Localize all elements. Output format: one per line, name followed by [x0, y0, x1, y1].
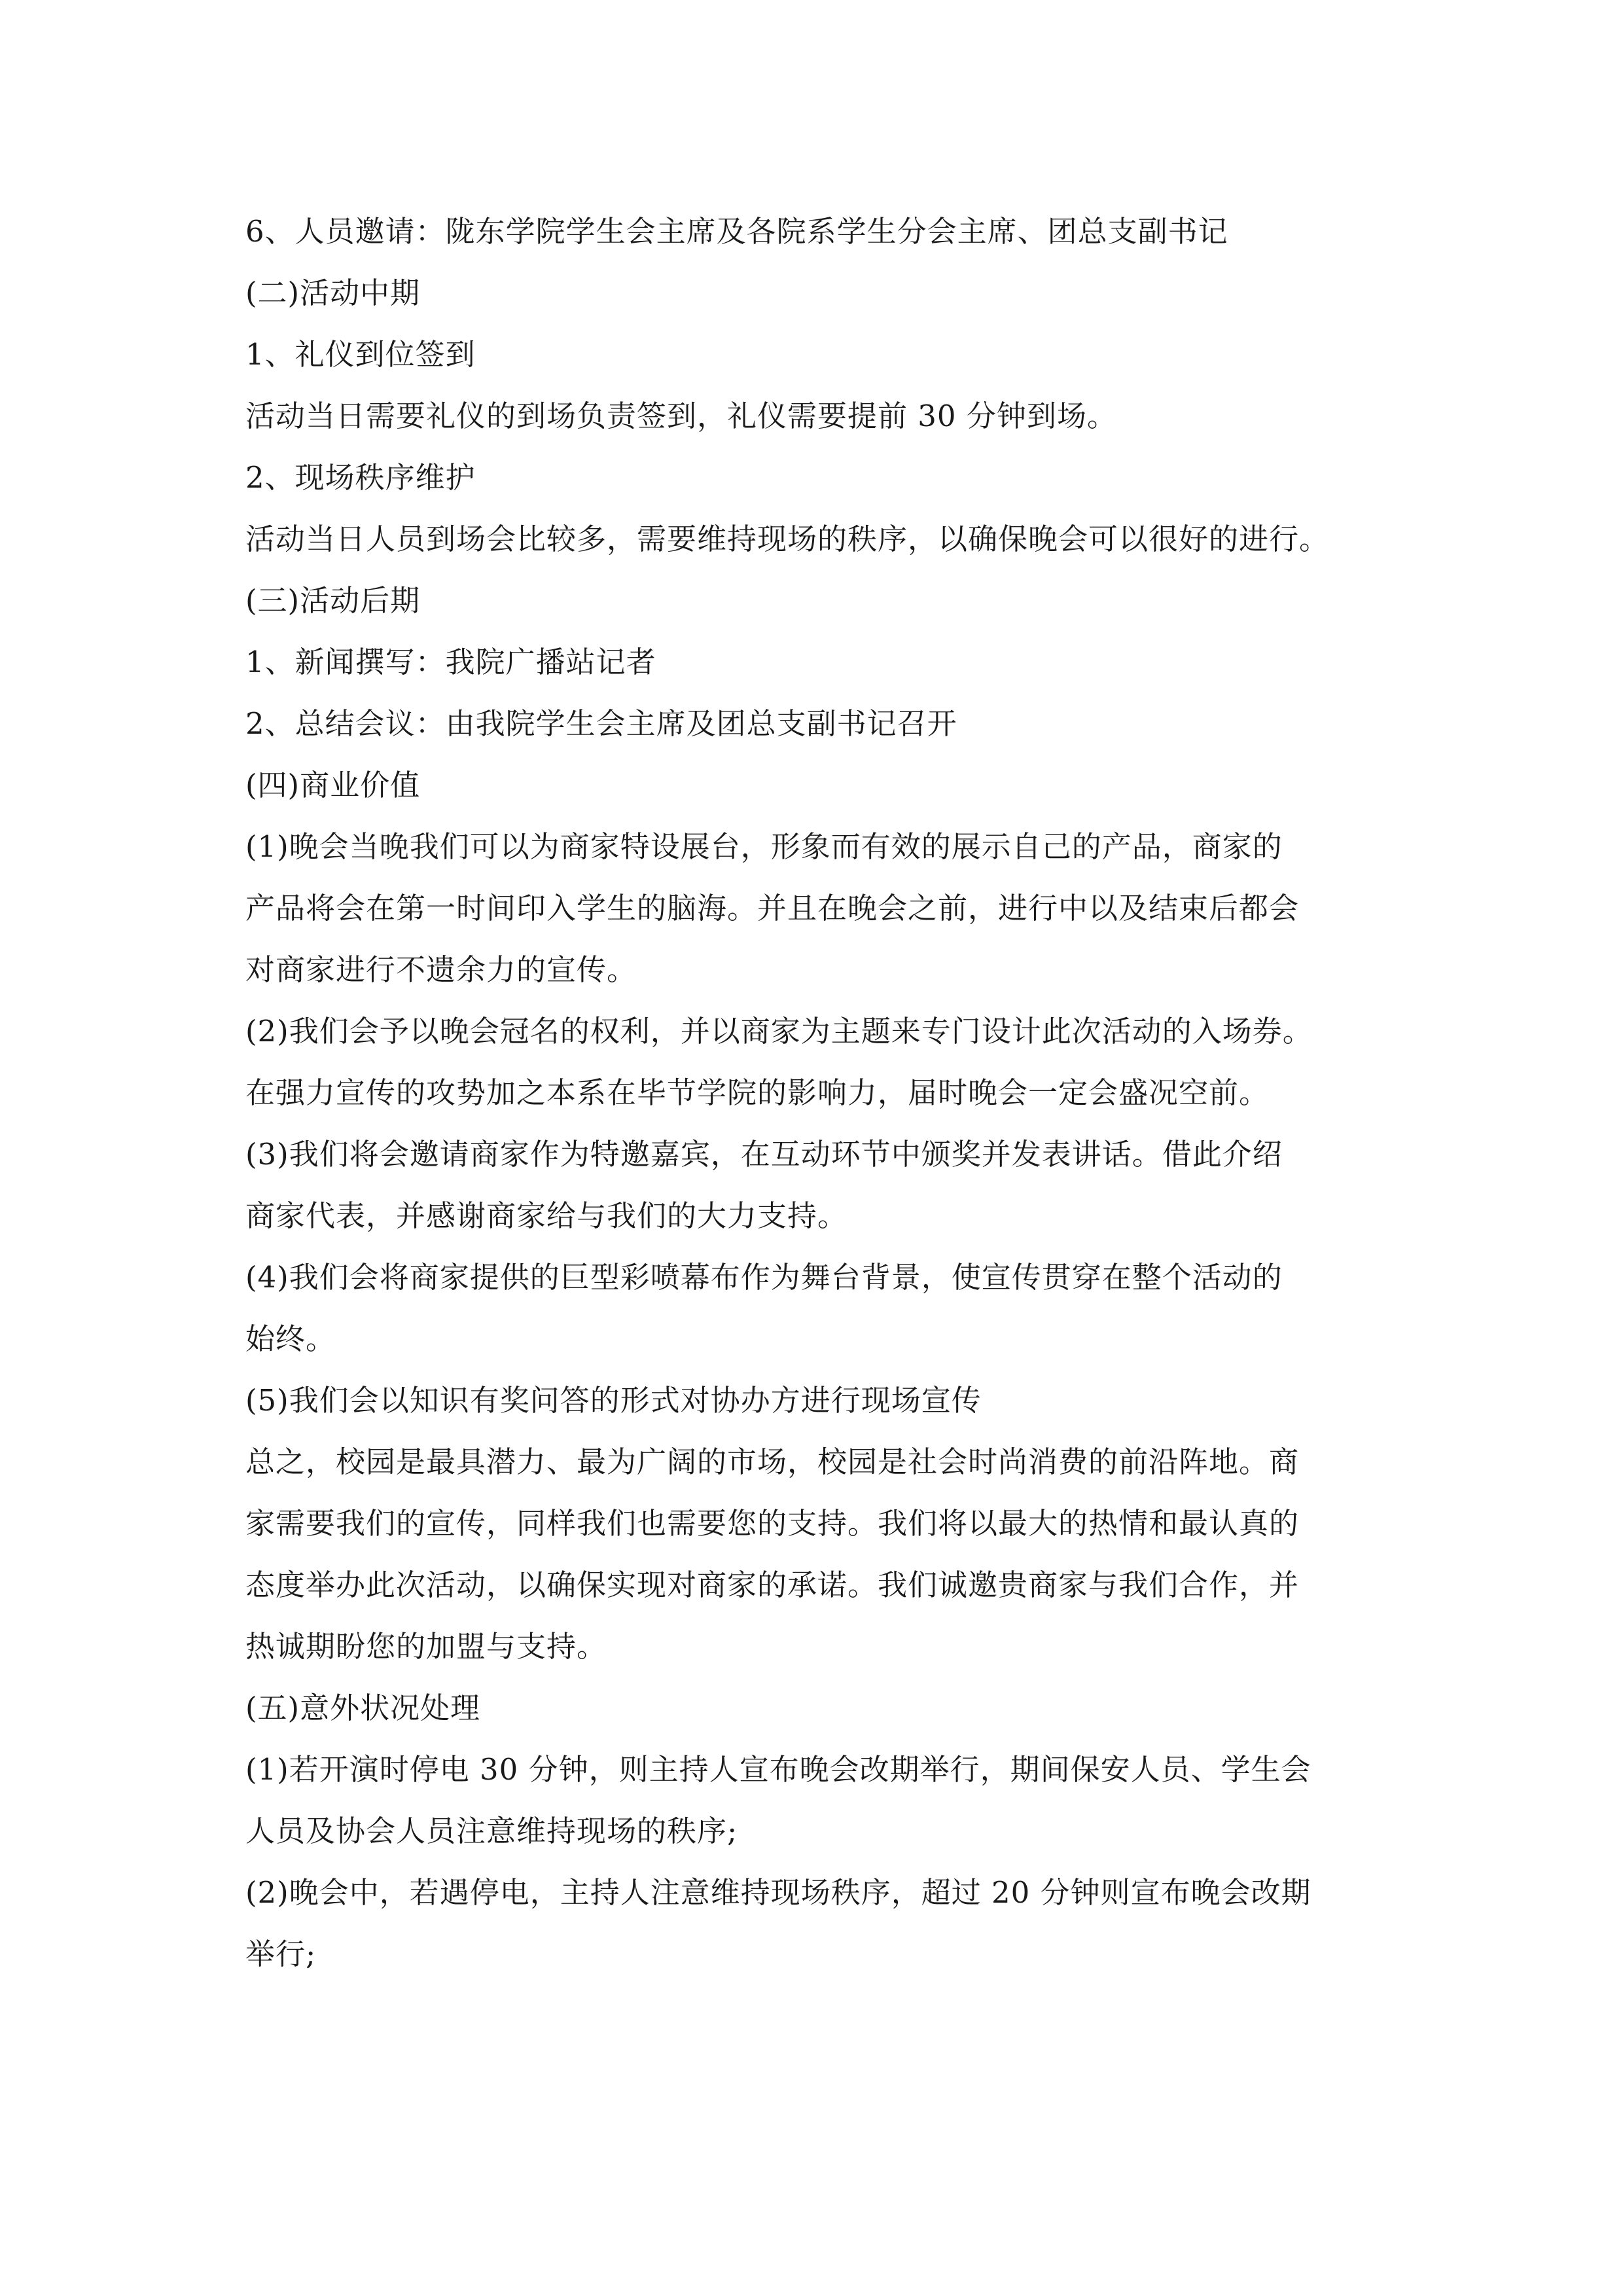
- text-line: 举行;: [245, 1937, 317, 1971]
- text-line: 1、礼仪到位签到: [245, 337, 476, 372]
- text-line: 对商家进行不遗余力的宣传。: [245, 952, 637, 987]
- text-line: (2)晚会中，若遇停电，主持人注意维持现场秩序，超过 20 分钟则宣布晚会改期: [245, 1875, 1311, 1910]
- section-heading: (五)意外状况处理: [245, 1691, 481, 1725]
- text-line: 活动当日需要礼仪的到场负责签到，礼仪需要提前 30 分钟到场。: [245, 399, 1117, 433]
- text-line: 始终。: [245, 1321, 336, 1356]
- text-line: (2)我们会予以晚会冠名的权利，并以商家为主题来专门设计此次活动的入场券。: [245, 1014, 1313, 1049]
- text-line: (5)我们会以知识有奖问答的形式对协办方进行现场宣传: [245, 1383, 982, 1418]
- text-line: (1)晚会当晚我们可以为商家特设展台，形象而有效的展示自己的产品，商家的: [245, 829, 1283, 864]
- text-line: (4)我们会将商家提供的巨型彩喷幕布作为舞台背景，使宣传贯穿在整个活动的: [245, 1260, 1283, 1295]
- section-heading: (二)活动中期: [245, 276, 421, 310]
- text-line: 1、新闻撰写：我院广播站记者: [245, 645, 656, 679]
- text-line: 人员及协会人员注意维持现场的秩序;: [245, 1814, 738, 1848]
- text-line: 总之，校园是最具潜力、最为广阔的市场，校园是社会时尚消费的前沿阵地。商: [245, 1444, 1300, 1479]
- text-line: (1)若开演时停电 30 分钟，则主持人宣布晚会改期举行，期间保安人员、学生会: [245, 1752, 1311, 1787]
- text-line: 活动当日人员到场会比较多，需要维持现场的秩序，以确保晚会可以很好的进行。: [245, 522, 1330, 556]
- text-line: 2、总结会议：由我院学生会主席及团总支副书记召开: [245, 706, 957, 741]
- text-line: 产品将会在第一时间印入学生的脑海。并且在晚会之前，进行中以及结束后都会: [245, 891, 1300, 925]
- text-line: 商家代表，并感谢商家给与我们的大力支持。: [245, 1198, 848, 1233]
- text-line: 家需要我们的宣传，同样我们也需要您的支持。我们将以最大的热情和最认真的: [245, 1506, 1300, 1541]
- section-heading: (四)商业价值: [245, 768, 421, 802]
- text-line: 热诚期盼您的加盟与支持。: [245, 1629, 607, 1664]
- text-line: 态度举办此次活动，以确保实现对商家的承诺。我们诚邀贵商家与我们合作，并: [245, 1568, 1300, 1602]
- text-line: 6、人员邀请：陇东学院学生会主席及各院系学生分会主席、团总支副书记: [245, 214, 1228, 249]
- text-line: 在强力宣传的攻势加之本系在毕节学院的影响力，届时晚会一定会盛况空前。: [245, 1075, 1270, 1110]
- text-line: 2、现场秩序维护: [245, 460, 476, 495]
- section-heading: (三)活动后期: [245, 583, 421, 618]
- text-line: (3)我们将会邀请商家作为特邀嘉宾，在互动环节中颁奖并发表讲话。借此介绍: [245, 1137, 1283, 1172]
